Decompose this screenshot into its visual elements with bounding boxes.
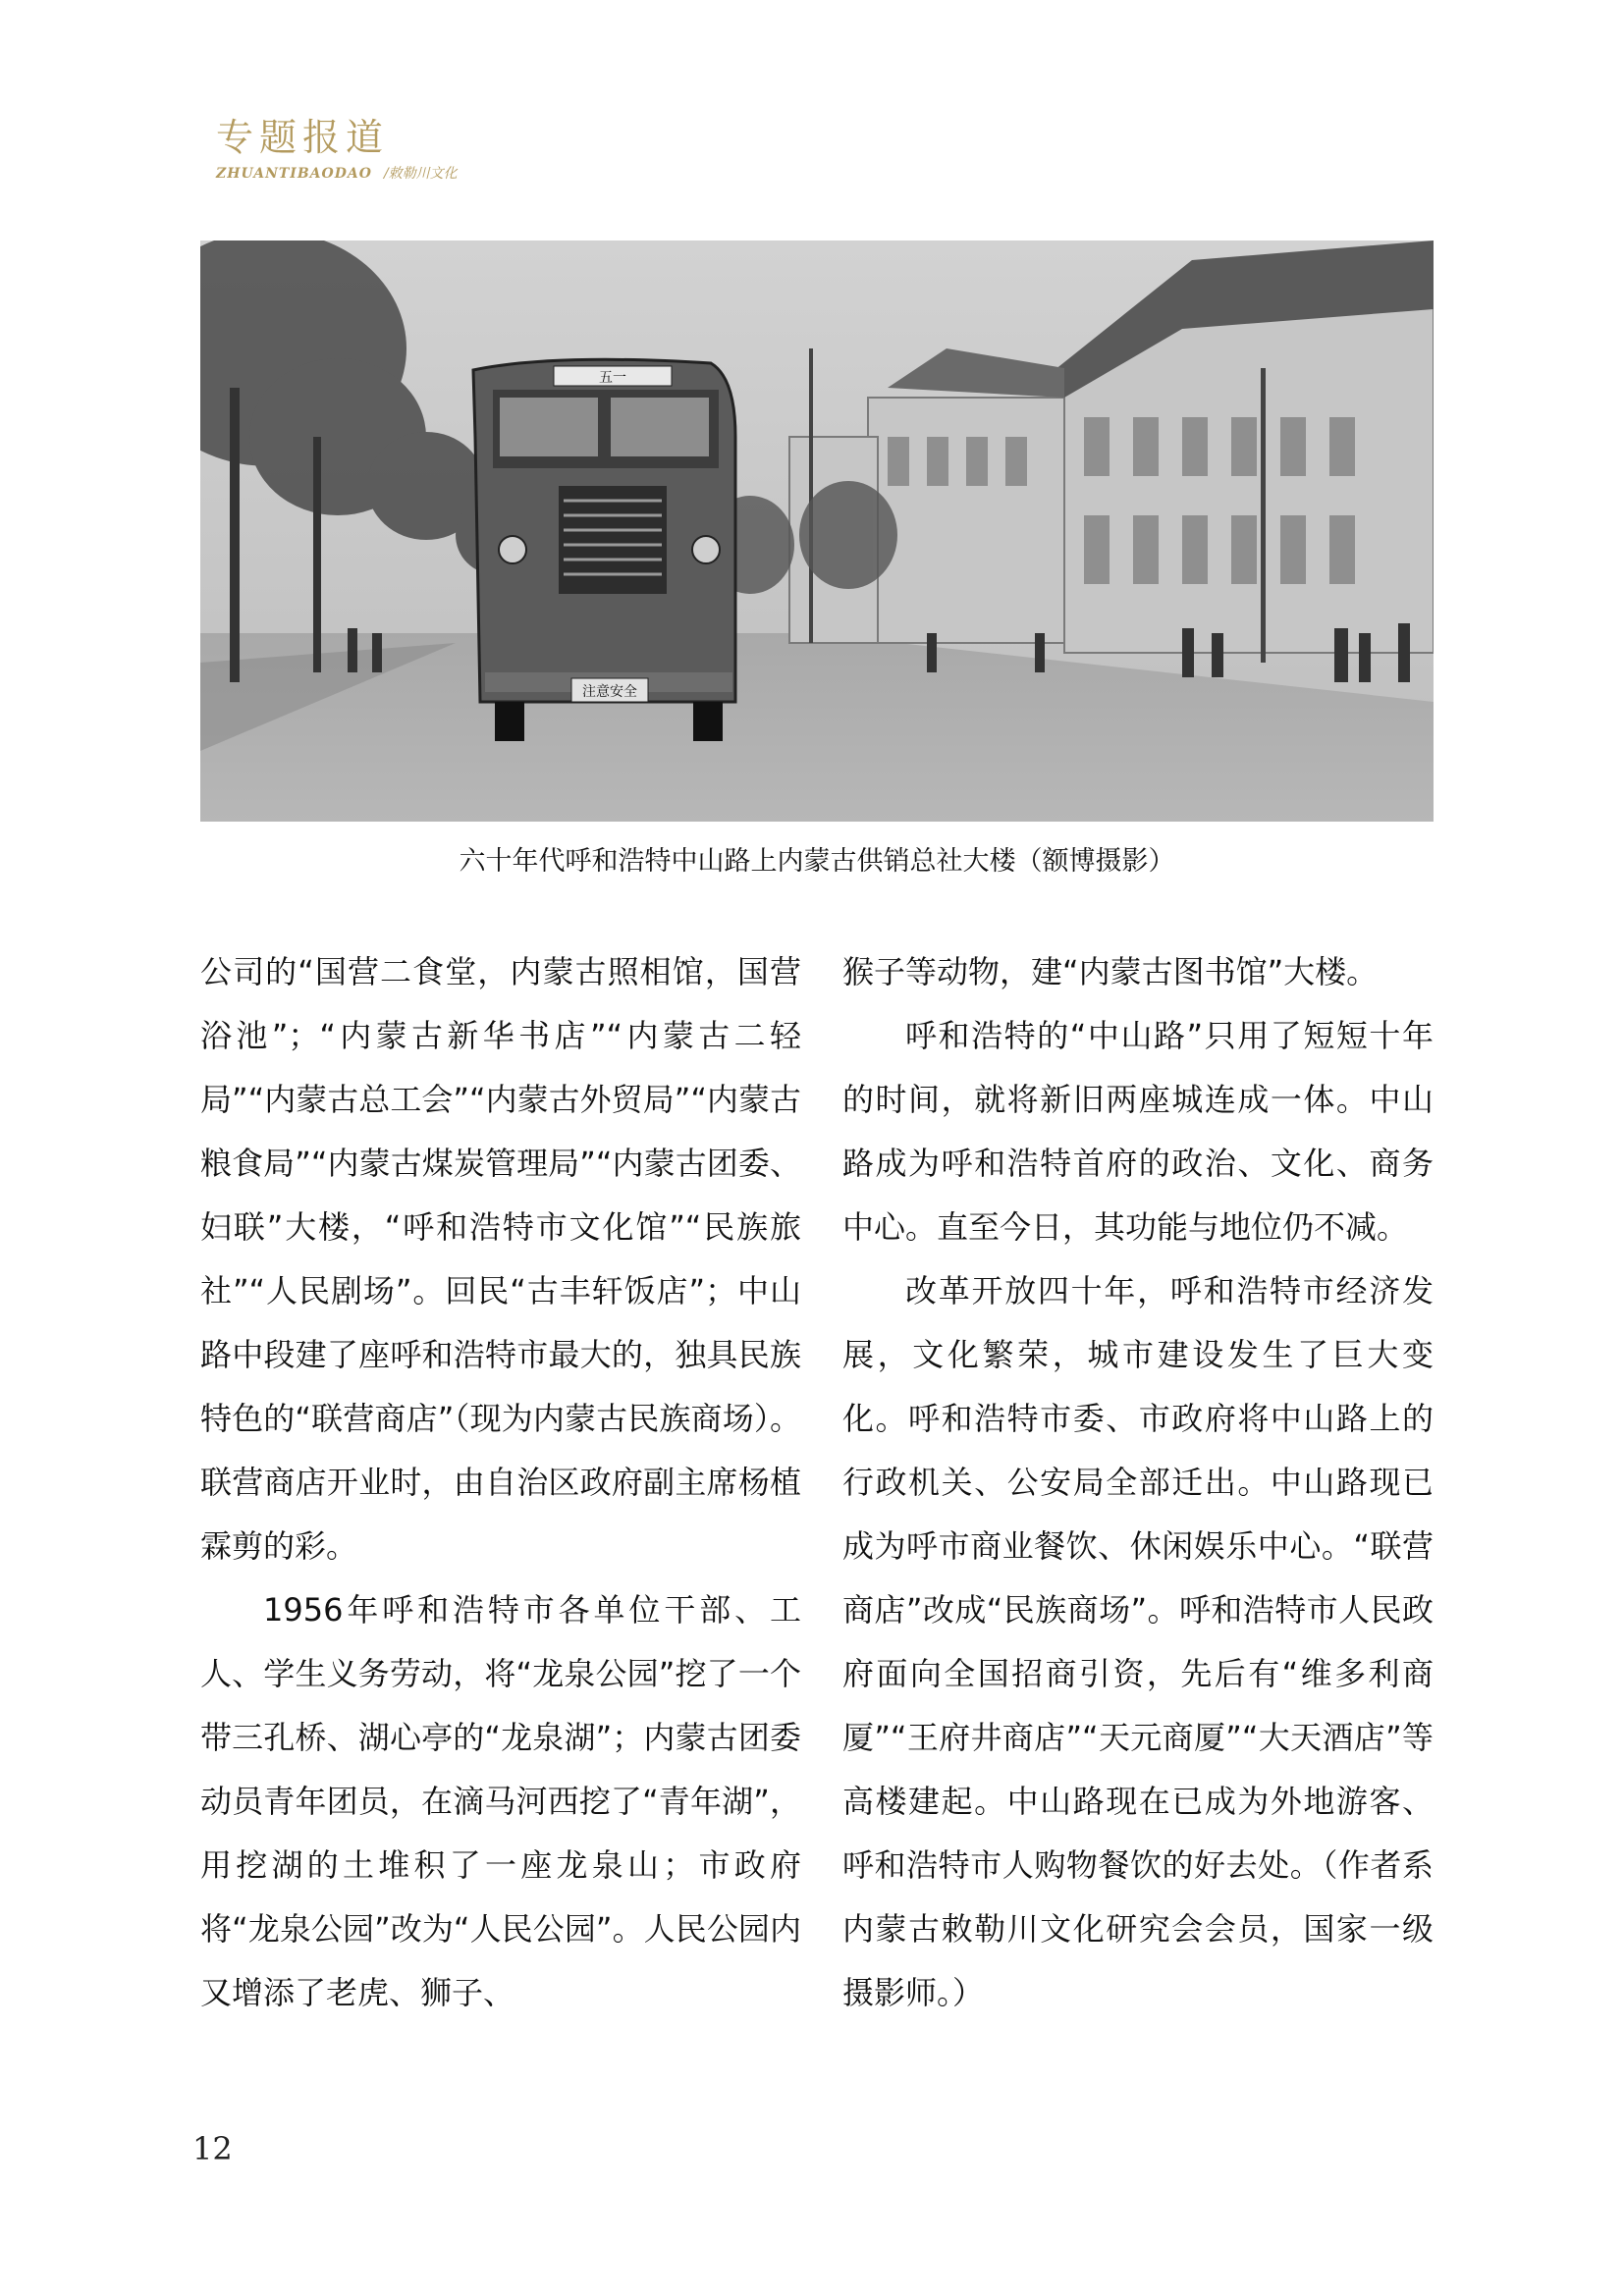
historical-street-photo [200,240,1434,822]
section-title: 专题报道 [216,116,390,159]
left-paragraph-2: 1956年呼和浩特市各单位干部、工人、学生义务劳动，将“龙泉公园”挖了一个带三孔桥、湖心亭的“龙泉湖”；内蒙古团委动员青年团员，在滴马河西挖了“青年湖”，用挖湖的土堆积了一座龙泉山；市政府将“龙泉公园”改为“人民公园”。人民公园内又增添了老虎、狮子、 [200,1591,801,2011]
right-paragraph-3: 改革开放四十年，呼和浩特市经济发展，文化繁荣，城市建设发生了巨大变化。呼和浩特市委、市政府将中山路上的行政机关、公安局全部迁出。中山路现已成为呼市商业餐饮、休闲娱乐中心。“联营商店”改成“民族商场”。呼和浩特市人民政府面向全国招商引资，先后有“维多利商厦”“王府井商店”“天元商厦”“大天酒店”等高楼建起。中山路现在已成为外地游客、呼和浩特市人购物餐饮的好去处。（作者系内蒙古敕勒川文化研究会会员，国家一级摄影师。） [842,1272,1434,2011]
bus-illustration [473,359,735,741]
article-column-right [842,940,1434,2025]
photo-caption: 六十年代呼和浩特中山路上内蒙古供销总社大楼（额博摄影） [459,846,1175,877]
bus-route-sign: 五一 [599,370,626,386]
section-header [216,116,458,183]
section-pinyin: ZHUANTIBAODAO [216,166,372,182]
left-paragraph-1: 公司的“国营二食堂，内蒙古照相馆，国营浴池”；“内蒙古新华书店”“内蒙古二轻局”“内蒙古总工会”“内蒙古外贸局”“内蒙古粮食局”“内蒙古煤炭管理局”“内蒙古团委、妇联”大楼，“呼和浩特市文化馆”“民族旅社”“人民剧场”。回民“古丰轩饭店”；中山路中段建了座呼和浩特市最大的，独具民族特色的“联营商店”（现为内蒙古民族商场）。联营商店开业时，由自治区政府副主席杨植霖剪的彩。 [200,953,801,1565]
article-column-left [200,940,801,2025]
section-name: /敕勒川文化 [383,166,458,182]
bus-license-plate: 注意安全 [582,684,637,700]
right-paragraph-2: 呼和浩特的“中山路”只用了短短十年的时间，就将新旧两座城连成一体。中山路成为呼和浩特首府的政治、文化、商务中心。直至今日，其功能与地位仍不减。 [842,1017,1434,1246]
right-paragraph-1: 猴子等动物，建“内蒙古图书馆”大楼。 [842,953,1379,990]
section-subtitle [216,165,458,183]
page-number: 12 [192,2130,233,2167]
